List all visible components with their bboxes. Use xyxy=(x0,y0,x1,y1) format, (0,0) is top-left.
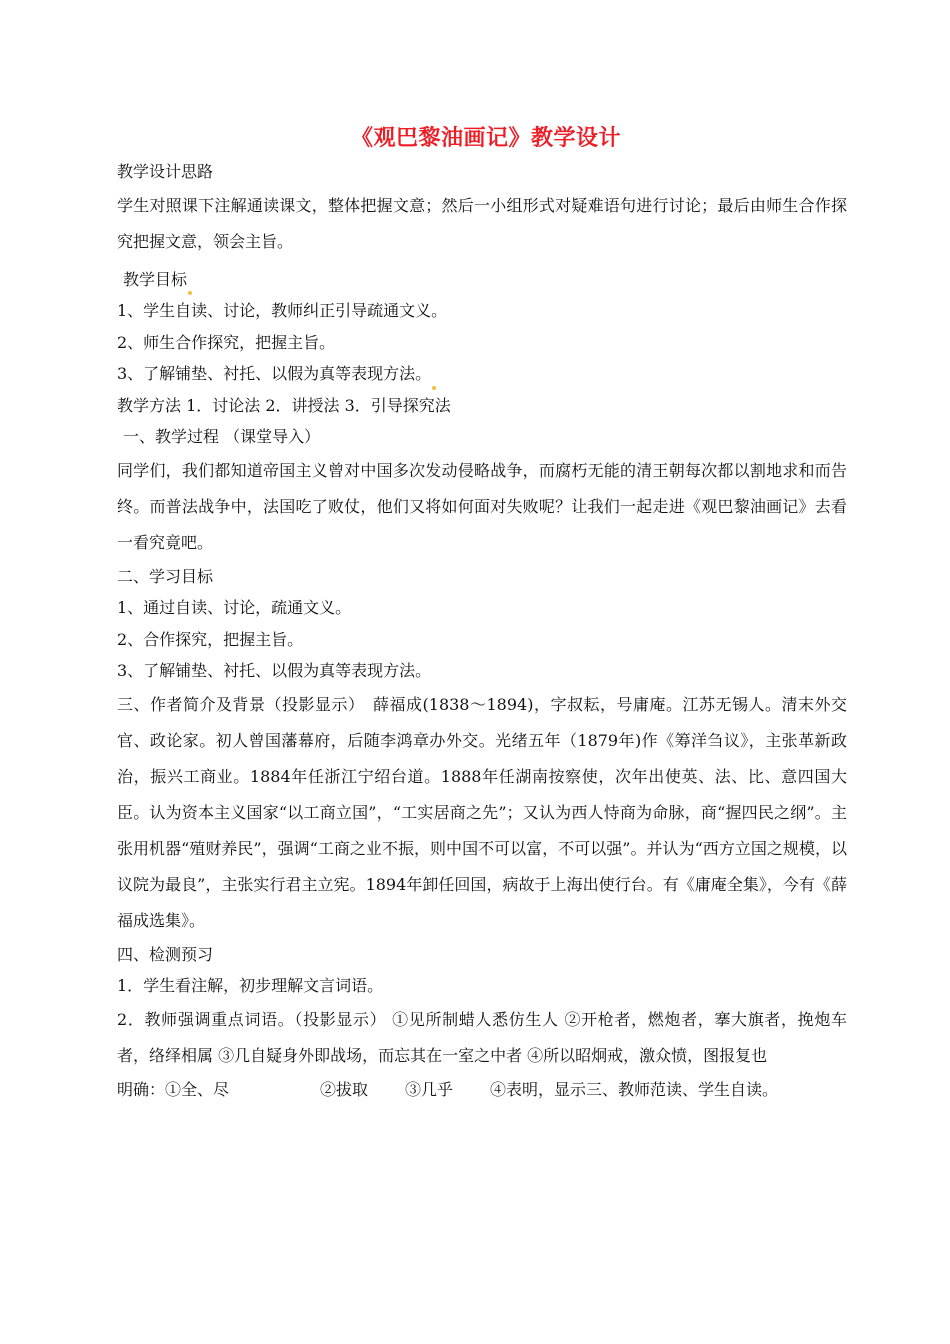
answer-item: ①全、尽 xyxy=(165,1079,230,1099)
teaching-goal-item-text: 3、了解铺垫、衬托、以假为真等表现方法。 xyxy=(117,364,432,383)
document-page xyxy=(117,120,847,1105)
next-step-text: 三、教师范读、学生自读。 xyxy=(586,1079,779,1099)
design-idea-text: 学生对照课下注解通读课文，整体把握文意；然后一小组形式对疑难语句进行讨论；最后由师生合作探究把握文意，领会主旨。 xyxy=(117,195,847,251)
author-background: 三、作者简介及背景（投影显示） 薛福成(1838～1894)，字叔耘，号庸庵。江苏无锡人。清末外交官、政论家。初人曾国藩幕府，后随李鸿章办外交。光绪五年（1879年)作《筹洋刍议》，主张革新政治，振兴工商业。1884年任浙江宁绍台道。1888年任湖南按察使，次年出使英、法、比、意四国大臣。认为资本主义国家“以工商立国”，“工实居商之先”；又认为西人恃商为命脉，商“握四民之纲”。主张用机器“殖财养民”，强调“工商之业不振，则中国不可以富，不可以强”。并认为“西方立国之规模，以议院为最良”，主张实行君主立宪。1894年卸任回国，病故于上海出使行台。有《庸庵全集》，今有《薛福成选集》。 xyxy=(117,694,847,930)
answer-item: ②拔取 xyxy=(320,1079,369,1099)
design-idea-heading: 教学设计思路 xyxy=(117,162,214,181)
teaching-goal-item: 2、师生合作探究，把握主旨。 xyxy=(117,332,336,352)
teaching-goals-heading xyxy=(117,264,847,296)
process-heading: 一、教学过程 （课堂导入） xyxy=(123,427,321,446)
answer-item: ④表明，显示 xyxy=(490,1079,587,1099)
answer-item: ③几乎 xyxy=(405,1079,454,1099)
process-intro: 同学们，我们都知道帝国主义曾对中国多次发动侵略战争，而腐朽无能的清王朝每次都以割地求和而告终。而普法战争中，法国吃了败仗，他们又将如何面对失败呢？让我们一起走进《观巴黎油画记》去看一看究竟吧。 xyxy=(117,460,847,552)
learning-goal-item: 2、合作探究，把握主旨。 xyxy=(117,629,304,649)
teaching-goal-item: 1、学生自读、讨论，教师纠正引导疏通文义。 xyxy=(117,301,448,320)
learning-goal-item: 1、通过自读、讨论，疏通文义。 xyxy=(117,598,352,617)
revision-mark-icon xyxy=(432,386,436,390)
preview-item: 1．学生看注解，初步理解文言词语。 xyxy=(117,976,384,995)
teaching-goal-item xyxy=(117,358,847,390)
document-title: 《观巴黎油画记》教学设计 xyxy=(350,125,621,151)
preview-heading: 四、检测预习 xyxy=(117,944,214,964)
preview-keywords: 2．教师强调重点词语。（投影显示） ①见所制蜡人悉仿生人 ②开枪者，燃炮者，搴大旗者，挽炮车者，络绎相属 ③几自疑身外即战场，而忘其在一室之中者 ④所以昭炯戒，激众愤，图报复也 xyxy=(117,1009,847,1065)
preview-answers xyxy=(117,1074,847,1106)
teaching-goals-heading-text: 教学目标 xyxy=(123,269,188,289)
learning-goals-heading: 二、学习目标 xyxy=(117,566,214,586)
answers-label: 明确： xyxy=(117,1079,166,1099)
learning-goal-item: 3、了解铺垫、衬托、以假为真等表现方法。 xyxy=(117,661,432,680)
teaching-methods: 教学方法 1．讨论法 2．讲授法 3．引导探究法 xyxy=(117,395,451,415)
